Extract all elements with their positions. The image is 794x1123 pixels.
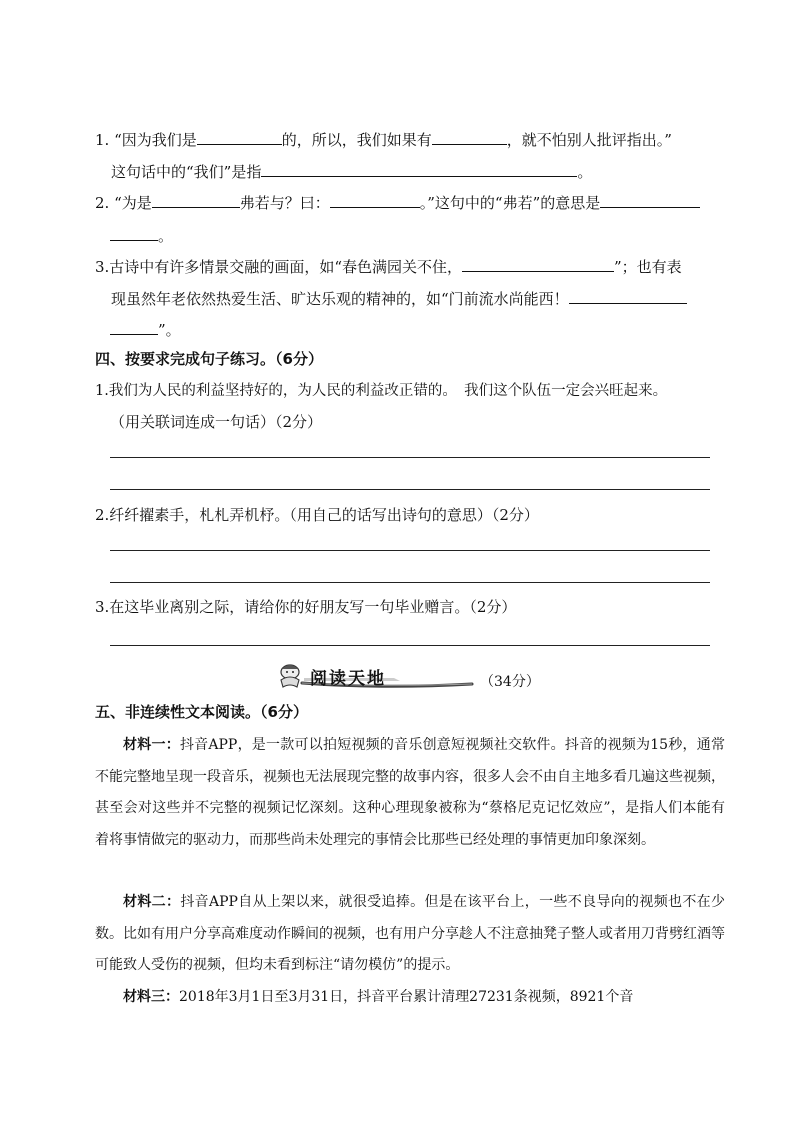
material-3-text: 2018年3月1日至3月31日，抖音平台累计清理27231条视频，8921个音	[179, 989, 634, 1005]
q2-text-a: 2. “为是	[95, 194, 152, 212]
s4-q1-note: （用关联词连成一句话）（2分）	[110, 413, 323, 431]
q3-line2-text: 现虽然年老依然热爱生活、旷达乐观的精神的，如“门前流水尚能西！	[111, 290, 569, 308]
q1-line2-end: 。	[577, 163, 593, 181]
q3-end: ”。	[158, 321, 181, 339]
q1-text-c: ，就不怕别人批评指出。”	[506, 131, 672, 149]
q2-end: 。	[158, 227, 174, 245]
q3-line1	[95, 255, 682, 277]
material-3	[95, 982, 725, 1014]
material-2	[95, 887, 725, 982]
q1-line2	[111, 160, 592, 182]
q1-line1	[95, 128, 672, 150]
q3-blank-2[interactable]	[569, 287, 687, 304]
material-2-text: 抖音APP自从上架以来，就很受追捧。但是在该平台上，一些不良导向的视频也不在少数。比如有用户分享高难度动作瞬间的视频，也有用户分享趁人不注意抽凳子整人或者用刀背劈红酒等可能致人受伤的视频，但均未看到标注“请勿模仿”的提示。	[95, 894, 726, 973]
section4-title: 四、按要求完成句子练习。（6分）	[95, 350, 323, 368]
q1-text-a: 1. “因为我们是	[95, 131, 197, 149]
q2-blank-2[interactable]	[330, 191, 420, 208]
s4-q1-answer-line-2[interactable]	[110, 489, 710, 490]
s4-q2-answer-line-1[interactable]	[110, 550, 710, 551]
material-2-label: 材料二：	[123, 894, 181, 910]
q2-blank-3-cont[interactable]	[110, 224, 158, 241]
reader-icon	[281, 665, 299, 687]
material-1-text: 抖音APP，是一款可以拍短视频的音乐创意短视频社交软件。抖音的视频为15秒，通常不能完整地呈现一段音乐，视频也无法展现完整的故事内容，很多人会不由自主地多看几遍这些视频，甚至会对这些并不完整的视频记忆深刻。这种心理现象被称为“蔡格尼克记忆效应”，是指人们本能有着将事情做完的驱动力，而那些尚未处理完的事情会比那些已经处理的事情更加印象深刻。	[95, 737, 726, 848]
s4-q1-text: 1.我们为人民的利益坚持好的，为人民的利益改正错的。 我们这个队伍一定会兴旺起来。	[95, 383, 668, 399]
q1-blank-3[interactable]	[261, 160, 577, 177]
q3-text-b: ”；也有表	[613, 258, 682, 276]
q2-line2	[110, 224, 173, 246]
banner-title: 阅读天地	[310, 669, 386, 689]
q1-line2-text: 这句话中的“我们”是指	[111, 163, 262, 181]
q1-blank-2[interactable]	[432, 128, 507, 145]
q2-line1	[95, 191, 700, 213]
q2-text-c: 。”这句中的“弗若”的意思是	[419, 194, 601, 212]
q3-line3	[110, 318, 181, 340]
q3-blank-1[interactable]	[462, 255, 614, 272]
s4-q2-text: 2.纤纤擢素手，札札弄机杼。（用自己的话写出诗句的意思）（2分）	[95, 506, 539, 524]
q1-blank-1[interactable]	[197, 128, 282, 145]
q3-line2	[111, 287, 687, 309]
s4-q3-answer-line[interactable]	[110, 645, 710, 646]
q1-text-b: 的，所以，我们如果有	[281, 131, 432, 149]
s4-q3-text: 3.在这毕业离别之际，请给你的好朋友写一句毕业赠言。（2分）	[95, 598, 517, 616]
q3-text-a: 3.古诗中有许多情景交融的画面，如“春色满园关不住，	[95, 258, 462, 276]
q2-blank-3[interactable]	[600, 191, 700, 208]
q3-blank-2-cont[interactable]	[110, 318, 158, 335]
banner-score: （34分）	[480, 674, 540, 690]
material-1-label: 材料一：	[123, 737, 180, 753]
reading-section-banner	[272, 658, 542, 694]
material-1	[95, 730, 725, 856]
material-3-label: 材料三：	[123, 989, 179, 1005]
q2-blank-1[interactable]	[152, 191, 240, 208]
s4-q2-answer-line-2[interactable]	[110, 582, 710, 583]
section5-title: 五、非连续性文本阅读。（6分）	[95, 703, 308, 721]
q2-text-b: 弗若与？曰：	[239, 194, 330, 212]
s4-q1-answer-line-1[interactable]	[110, 457, 710, 458]
